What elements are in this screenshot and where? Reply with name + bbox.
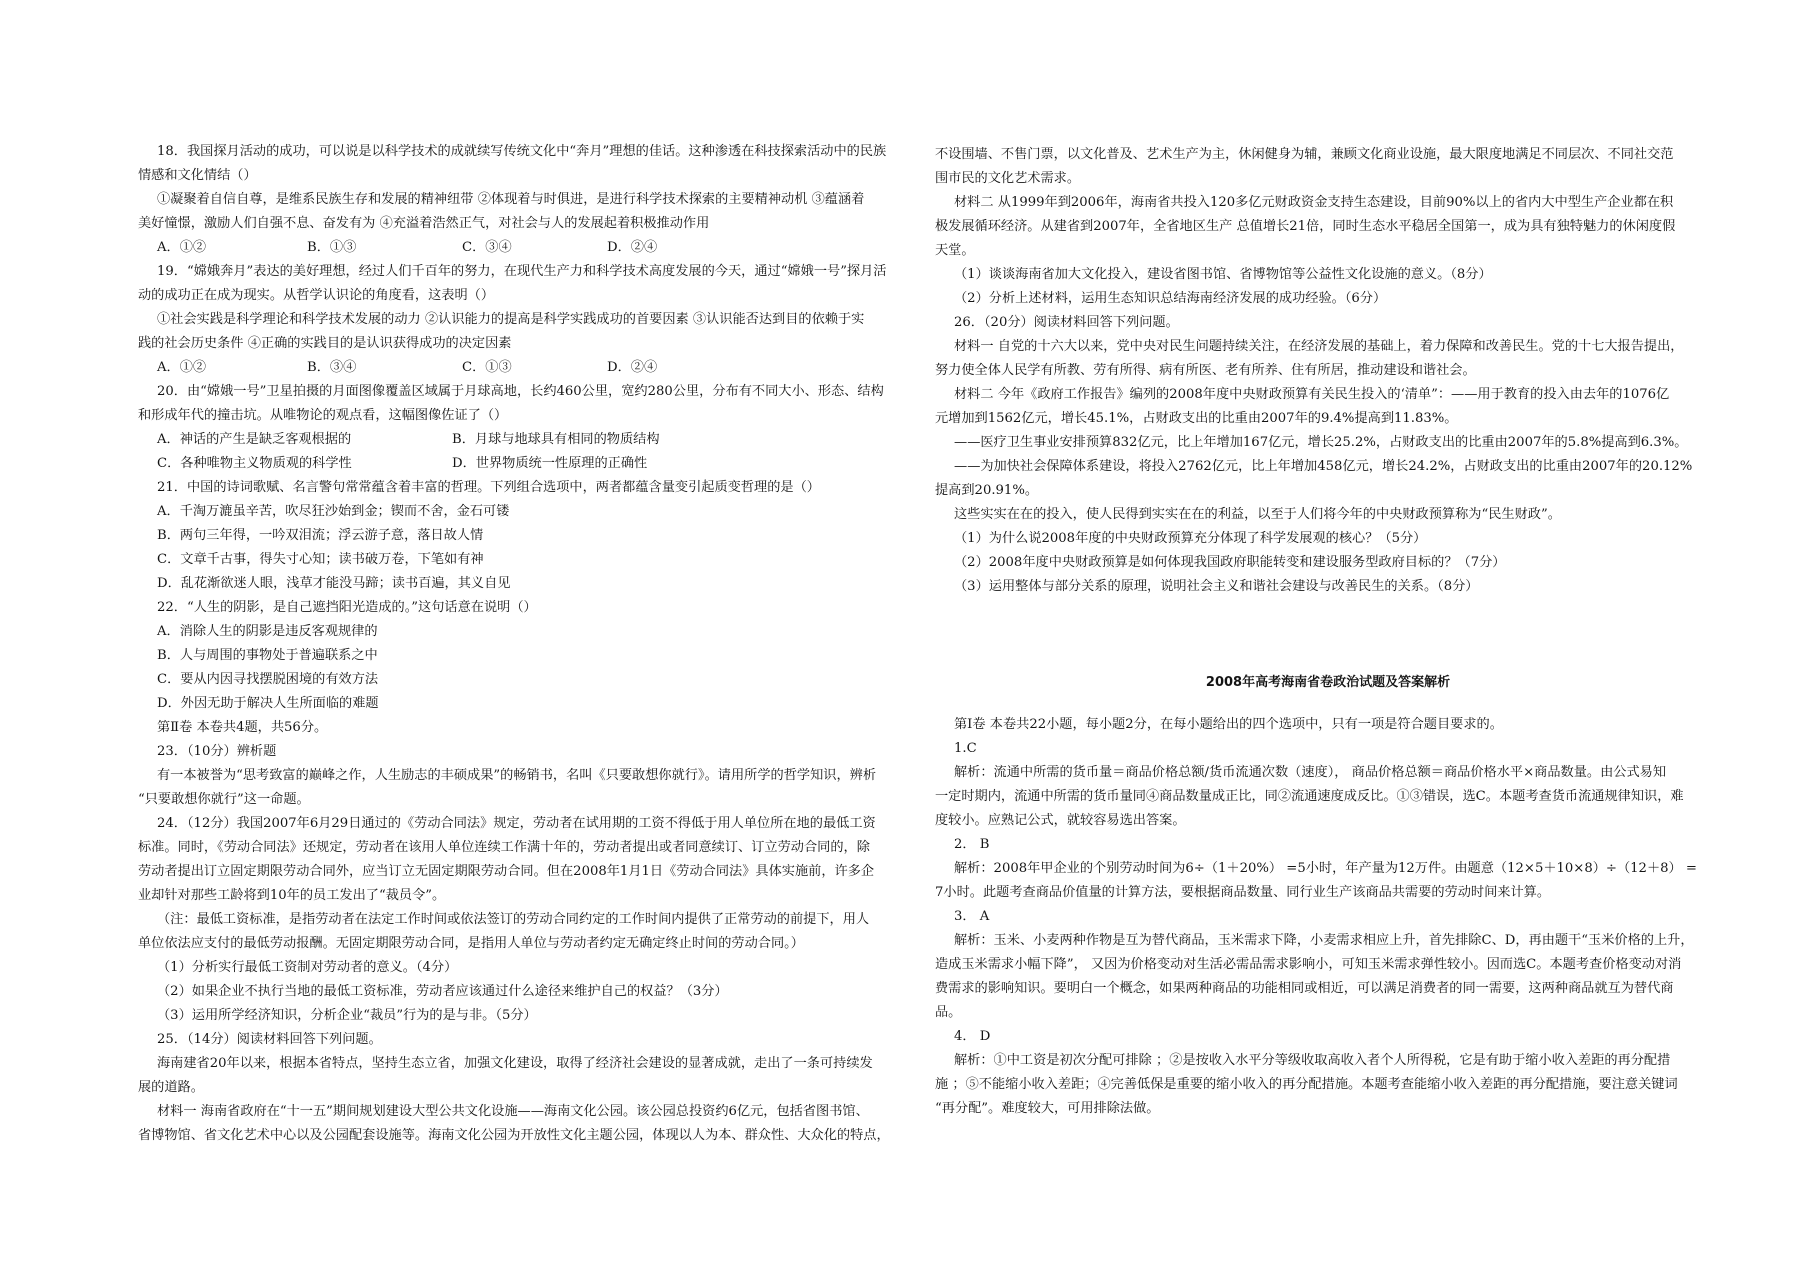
text-line: 21．中国的诗词歌赋、名言警句常常蕴含着丰富的哲理。下列组合选项中，两者都蕴含量变引起质变哲理的是（） xyxy=(157,480,820,495)
text-line: B．两句三年得，一吟双泪流；浮云游子意，落日故人情 xyxy=(157,528,484,543)
text-line: 动的成功正在成为现实。从哲学认识论的角度看，这表明（） xyxy=(138,288,495,303)
q19-options xyxy=(135,356,900,380)
q20-option-b: B．月球与地球具有相同的物质结构 xyxy=(452,432,660,447)
q20-option-d: D．世界物质统一性原理的正确性 xyxy=(452,456,648,471)
text-line: C．文章千古事，得失寸心知；读书破万卷，下笔如有神 xyxy=(157,552,484,567)
answer-line: 造成玉米需求小幅下降”， 又因为价格变动对生活必需品需求影响小，可知玉米需求弹性较小。因而选C。本题考查价格变动对消 xyxy=(935,957,1682,972)
text-line: 25．（14分）阅读材料回答下列问题。 xyxy=(157,1032,382,1047)
q18-option-c: C．③④ xyxy=(462,240,512,255)
text-line: 美好憧憬，激励人们自强不息、奋发有为 ④充溢着浩然正气，对社会与人的发展起着积极推动作用 xyxy=(138,216,710,231)
text-line: ——医疗卫生事业安排预算832亿元，比上年增加167亿元，增长25.2%，占财政支出的比重由2007年的5.8%提高到6.3%。 xyxy=(954,435,1688,450)
text-line: A．千淘万漉虽辛苦，吹尽狂沙始到金；锲而不舍，金石可镂 xyxy=(157,504,510,519)
text-line: 26．（20分）阅读材料回答下列问题。 xyxy=(954,315,1179,330)
text-line: （3）运用整体与部分关系的原理，说明社会主义和谐社会建设与改善民生的关系。（8分） xyxy=(954,579,1479,594)
text-line: 极发展循环经济。从建省到2007年，全省地区生产 总值增长21倍，同时生态水平稳居全国第一，成为具有独特魅力的休闲度假 xyxy=(935,219,1676,234)
text-line: （2）如果企业不执行当地的最低工资标准，劳动者应该通过什么途径来维护自己的权益？（3分） xyxy=(157,984,728,999)
q18-options xyxy=(135,236,900,260)
text-line: 材料一 海南省政府在“十一五”期间规划建设大型公共文化设施——海南文化公园。该公园总投资约6亿元，包括省图书馆、 xyxy=(157,1104,869,1119)
answer-line: 2． B xyxy=(954,837,990,852)
answer-line: 度较小。应熟记公式，就较容易选出答案。 xyxy=(935,813,1186,828)
text-line: （1）谈谈海南省加大文化投入，建设省图书馆、省博物馆等公益性文化设施的意义。（8分） xyxy=(954,267,1492,282)
text-line: B．人与周围的事物处于普遍联系之中 xyxy=(157,648,378,663)
text-line: 元增加到1562亿元，增长45.1%，占财政支出的比重由2007年的9.4%提高到11.83%。 xyxy=(935,411,1458,426)
answer-line: 第Ⅰ卷 本卷共22小题，每小题2分，在每小题给出的四个选项中，只有一项是符合题目要求的。 xyxy=(954,717,1503,732)
answer-explanations xyxy=(932,713,1724,1121)
answer-line: 1.C xyxy=(954,741,977,756)
text-line: 19．“嫦娥奔月”表达的美好理想，经过人们千百年的努力，在现代生产力和科学技术高度发展的今天，通过“嫦娥一号”探月活 xyxy=(157,264,887,279)
text-line: （1）为什么说2008年度的中央财政预算充分体现了科学发展观的核心？（5分） xyxy=(954,531,1427,546)
text-line: 24．（12分）我国2007年6月29日通过的《劳动合同法》规定，劳动者在试用期的工资不得低于用人单位所在地的最低工资 xyxy=(157,816,876,831)
answer-line: 3． A xyxy=(954,909,990,924)
q19-option-b: B．③④ xyxy=(307,360,357,375)
text-line: 材料二 今年《政府工作报告》编列的2008年度中央财政预算有关民生投入的‘清单”：——用于教育的投入由去年的1076亿 xyxy=(954,387,1670,402)
text-line: 单位依法应支付的最低劳动报酬。无固定期限劳动合同，是指用人单位与劳动者约定无确定终止时间的劳动合同。） xyxy=(138,936,804,951)
question-block-20 xyxy=(135,380,900,428)
left-column xyxy=(135,140,900,1148)
answer-line: 7小时。此题考查商品价值量的计算方法，要根据商品数量、同行业生产该商品共需要的劳动时间来计算。 xyxy=(935,885,1551,900)
text-line: 22．“人生的阴影，是自己遮挡阳光造成的。”这句话意在说明（） xyxy=(157,600,537,615)
text-line: 18．我国探月活动的成功，可以说是以科学技术的成就续写传统文化中“奔月”理想的佳话。这种渗透在科技探索活动中的民族 xyxy=(157,144,887,159)
q19-option-c: C．①③ xyxy=(462,360,512,375)
text-line: ①凝聚着自信自尊，是维系民族生存和发展的精神纽带 ②体现着与时俱进，是进行科学技术探索的主要精神动机 ③蕴涵着 xyxy=(157,192,865,207)
text-line: 情感和文化情结（） xyxy=(138,168,257,183)
text-line: 展的道路。 xyxy=(138,1080,204,1095)
text-line: 业却针对那些工龄将到10年的员工发出了“裁员令”。 xyxy=(138,888,446,903)
text-line: 提高到20.91%。 xyxy=(935,483,1039,498)
questions-25-26-continued xyxy=(932,143,1724,599)
answer-section-heading: 2008年高考海南省卷政治试题及答案解析 xyxy=(1205,675,1451,690)
answer-line: “再分配”。难度较大，可用排除法做。 xyxy=(935,1101,1160,1116)
text-line: “只要敢想你就行”这一命题。 xyxy=(138,792,310,807)
q20-option-a: A．神话的产生是缺乏客观根据的 xyxy=(157,432,352,447)
text-line: 不设围墙、不售门票，以文化普及、艺术生产为主，休闲健身为辅，兼顾文化商业设施，最大限度地满足不同层次、不同社交范 xyxy=(935,147,1674,162)
q18-option-a: A．①② xyxy=(157,240,207,255)
text-line: 这些实实在在的投入，使人民得到实实在在的利益，以至于人们将今年的中央财政预算称为“民生财政”。 xyxy=(954,507,1561,522)
text-line: 有一本被誉为“思考致富的巅峰之作，人生励志的丰硕成果”的畅销书，名叫《只要敢想你就行》。请用所学的哲学知识，辨析 xyxy=(157,768,877,783)
text-line: D．外因无助于解决人生所面临的难题 xyxy=(157,696,379,711)
text-line: 材料一 自党的十六大以来，党中央对民生问题持续关注，在经济发展的基础上，着力保障和改善民生。党的十七大报告提出， xyxy=(954,339,1684,354)
answer-line: 解析：流通中所需的货币量＝商品价格总额/货币流通次数（速度）， 商品价格总额＝商品价格水平×商品数量。由公式易知 xyxy=(954,765,1667,780)
text-line: 标准。同时，《劳动合同法》还规定，劳动者在该用人单位连续工作满十年的，劳动者提出或者同意续订、订立劳动合同的，除 xyxy=(138,840,870,855)
q20-option-c: C．各种唯物主义物质观的科学性 xyxy=(157,456,352,471)
answer-line: 解析：①中工资是初次分配可排除 ；②是按收入水平分等级收取高收入者个人所得税，它是有助于缩小收入差距的再分配措 xyxy=(954,1053,1671,1068)
answer-line: 解析：玉米、小麦两种作物是互为替代商品，玉米需求下降，小麦需求相应上升，首先排除C、D，再由题干“玉米价格的上升， xyxy=(954,933,1694,948)
right-column xyxy=(932,143,1724,1121)
text-line: A．消除人生的阴影是违反客观规律的 xyxy=(157,624,378,639)
answer-line: 施 ；⑤不能缩小收入差距；④完善低保是重要的缩小收入的再分配措施。本题考查能缩小收入差距的再分配措施，要注意关键词 xyxy=(935,1077,1678,1092)
text-line: 20．由“嫦娥一号”卫星拍摄的月面图像覆盖区域属于月球高地，长约460公里，宽约280公里，分布有不同大小、形态、结构 xyxy=(157,384,884,399)
text-line: 和形成年代的撞击坑。从唯物论的观点看，这幅图像佐证了（） xyxy=(138,408,508,423)
text-line: （3）运用所学经济知识，分析企业“裁员”行为的是与非。（5分） xyxy=(157,1008,537,1023)
q19-option-a: A．①② xyxy=(157,360,207,375)
question-block-19 xyxy=(135,260,900,356)
text-line: 23．（10分）辨析题 xyxy=(157,744,277,759)
answer-line: 费需求的影响知识。要明白一个概念，如果两种商品的功能相同或相近，可以满足消费者的同一需要，这两种商品就互为替代商 xyxy=(935,981,1674,996)
text-line: C．要从内因寻找摆脱困境的有效方法 xyxy=(157,672,379,687)
question-block-18 xyxy=(135,140,900,236)
text-line: 践的社会历史条件 ④正确的实践目的是认识获得成功的决定因素 xyxy=(138,336,512,351)
text-line: （2）2008年度中央财政预算是如何体现我国政府职能转变和建设服务型政府目标的？（7分） xyxy=(954,555,1506,570)
questions-21-to-25 xyxy=(135,476,900,1148)
q20-options-row-2 xyxy=(135,452,900,476)
text-line: ①社会实践是科学理论和科学技术发展的动力 ②认识能力的提高是科学实践成功的首要因素 ③认识能否达到目的依赖于实 xyxy=(157,312,865,327)
answer-line: 品。 xyxy=(935,1005,962,1020)
text-line: （注：最低工资标准，是指劳动者在法定工作时间或依法签订的劳动合同约定的工作时间内提供了正常劳动的前提下，用人 xyxy=(157,912,870,927)
answer-line: 一定时期内，流通中所需的货币量同④商品数量成正比，同②流通速度成反比。①③错误，选C。本题考查货币流通规律知识，难 xyxy=(935,789,1684,804)
text-line: 海南建省20年以来，根据本省特点，坚持生态立省，加强文化建设，取得了经济社会建设的显著成就，走出了一条可持续发 xyxy=(157,1056,873,1071)
text-line: ——为加快社会保障体系建设，将投入2762亿元，比上年增加458亿元，增长24.2%，占财政支出的比重由2007年的20.12% xyxy=(954,459,1693,474)
q19-option-d: D．②④ xyxy=(607,360,658,375)
answer-line: 4． D xyxy=(954,1029,991,1044)
text-line: 围市民的文化艺术需求。 xyxy=(935,171,1081,186)
answer-line: 解析：2008年甲企业的个别劳动时间为6÷（1＋20%） =5小时，年产量为12万件。由题意（12×5＋10×8）÷（12＋8） = xyxy=(954,861,1697,876)
q18-option-d: D．②④ xyxy=(607,240,658,255)
text-line: （2）分析上述材料，运用生态知识总结海南经济发展的成功经验。（6分） xyxy=(954,291,1387,306)
text-line: D．乱花渐欲迷人眼，浅草才能没马蹄；读书百遍，其义自见 xyxy=(157,576,511,591)
text-line: 天堂。 xyxy=(935,243,975,258)
text-line: （1）分析实行最低工资制对劳动者的意义。（4分） xyxy=(157,960,458,975)
text-line: 材料二 从1999年到2006年，海南省共投入120多亿元财政资金支持生态建设，目前90%以上的省内大中型生产企业都在积 xyxy=(954,195,1674,210)
q18-option-b: B．①③ xyxy=(307,240,357,255)
text-line: 省博物馆、省文化艺术中心以及公园配套设施等。海南文化公园为开放性文化主题公园，体现以人为本、群众性、大众化的特点， xyxy=(138,1128,890,1143)
q20-options-row-1 xyxy=(135,428,900,452)
text-line: 劳动者提出订立固定期限劳动合同外，应当订立无固定期限劳动合同。但在2008年1月1日《劳动合同法》具体实施前，许多企 xyxy=(138,864,875,879)
text-line: 努力使全体人民学有所教、劳有所得、病有所医、老有所养、住有所居，推动建设和谐社会。 xyxy=(935,363,1476,378)
text-line: 第Ⅱ卷 本卷共4题，共56分。 xyxy=(157,720,328,735)
